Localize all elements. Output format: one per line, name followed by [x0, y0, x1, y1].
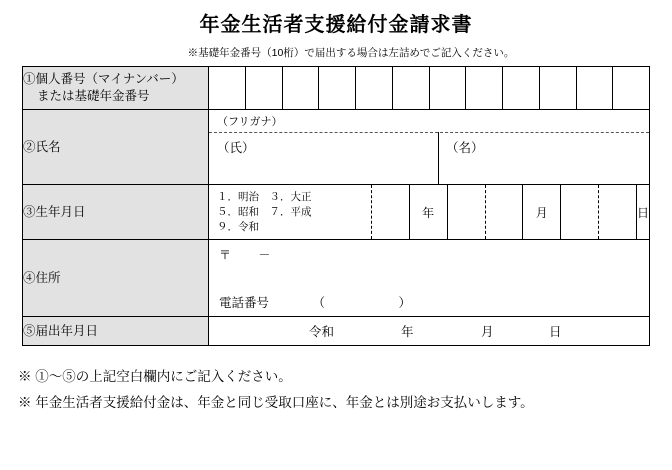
footnote-1: ※ ①～⑤の上記空白欄内にご記入ください。 [18, 369, 292, 384]
label-my-number-line2: または基礎年金番号 [37, 89, 150, 103]
my-number-box-8[interactable] [466, 67, 503, 109]
telephone-label: 電話番号 [219, 296, 270, 310]
birth-year-box-2[interactable] [371, 185, 409, 239]
my-number-box-2[interactable] [246, 67, 283, 109]
postal-code-field[interactable] [219, 246, 294, 263]
furigana-label: （フリガナ） [217, 116, 283, 128]
name-split-divider [438, 132, 439, 184]
label-address [23, 240, 209, 317]
table-row-address [23, 240, 650, 317]
top-note: ※基礎年金番号（10桁）で届出する場合は左詰めでご記入ください。 [187, 47, 515, 59]
my-number-box-5[interactable] [356, 67, 393, 109]
family-name-label: （氏） [217, 141, 255, 155]
form-container [22, 66, 650, 346]
table-row-my-number [23, 67, 650, 110]
birth-day-box-1[interactable] [560, 185, 598, 239]
name-entry-cell[interactable] [209, 110, 650, 185]
birth-day-box-2[interactable] [598, 185, 636, 239]
submit-date-era: 令和 [309, 325, 335, 339]
table-row-name [23, 110, 650, 185]
given-name-label: （名） [446, 141, 484, 155]
my-number-box-10[interactable] [540, 67, 577, 109]
address-entry-cell[interactable] [209, 240, 650, 317]
submit-date-day-unit: 日 [549, 325, 562, 339]
my-number-box-1[interactable] [209, 67, 246, 109]
name-inner[interactable] [209, 110, 649, 184]
document-page [0, 8, 672, 470]
my-number-box-11[interactable] [577, 67, 614, 109]
my-number-box-12[interactable] [613, 67, 649, 109]
birth-month-unit: 月 [522, 185, 560, 239]
label-my-number-line1: ①個人番号（マイナンバー） [23, 72, 184, 87]
my-number-box-3[interactable] [283, 67, 320, 109]
claim-form-table [22, 66, 650, 346]
submit-date-month-unit: 月 [481, 325, 494, 339]
postal-dash: － [258, 248, 271, 262]
telephone-paren-open: （ [312, 296, 326, 310]
label-my-number [23, 67, 209, 110]
my-number-box-4[interactable] [319, 67, 356, 109]
my-number-boxes[interactable] [209, 67, 650, 110]
birth-month-box-1[interactable] [447, 185, 485, 239]
label-birthdate-text: ③生年月日 [23, 204, 86, 219]
submit-date-entry-cell[interactable] [209, 317, 650, 346]
footnote-2: ※ 年金生活者支援給付金は、年金と同じ受取口座に、年金とは別途お支払いします。 [18, 394, 534, 410]
telephone-field[interactable] [219, 293, 411, 311]
birthdate-boxes[interactable] [334, 185, 649, 239]
era-line-1: １．明治 ３．大正 [217, 191, 312, 203]
my-number-box-9[interactable] [503, 67, 540, 109]
my-number-box-strip[interactable] [209, 67, 649, 109]
era-options [217, 190, 312, 236]
telephone-paren-close: ） [398, 296, 412, 310]
address-inner[interactable] [209, 240, 649, 316]
era-line-2: ５．昭和 ７．平成 [217, 206, 312, 219]
label-submit-date-text: ⑤届出年月日 [23, 323, 99, 338]
footnotes [18, 364, 654, 415]
label-birthdate [23, 185, 209, 240]
label-address-text: ④住所 [23, 270, 61, 285]
my-number-box-7[interactable] [430, 67, 467, 109]
label-name [23, 110, 209, 185]
table-row-submit-date [23, 317, 650, 346]
birth-month-box-2[interactable] [485, 185, 523, 239]
my-number-box-6[interactable] [393, 67, 430, 109]
birthdate-inner[interactable] [209, 185, 649, 239]
furigana-divider [209, 132, 649, 133]
birth-day-unit: 日 [636, 185, 649, 239]
era-line-3: ９．令和 [217, 221, 259, 234]
birthdate-entry-cell[interactable] [209, 185, 650, 240]
birth-year-unit: 年 [409, 185, 447, 239]
page-title: 年金生活者支援給付金請求書 [199, 14, 473, 36]
postal-mark-icon: 〒 [219, 248, 232, 262]
table-row-birthdate [23, 185, 650, 240]
submit-date-year-unit: 年 [401, 325, 414, 339]
submit-date-inner[interactable] [209, 317, 649, 345]
birth-year-box-1[interactable] [334, 185, 371, 239]
label-name-text: ②氏名 [23, 139, 61, 154]
label-submit-date [23, 317, 209, 346]
